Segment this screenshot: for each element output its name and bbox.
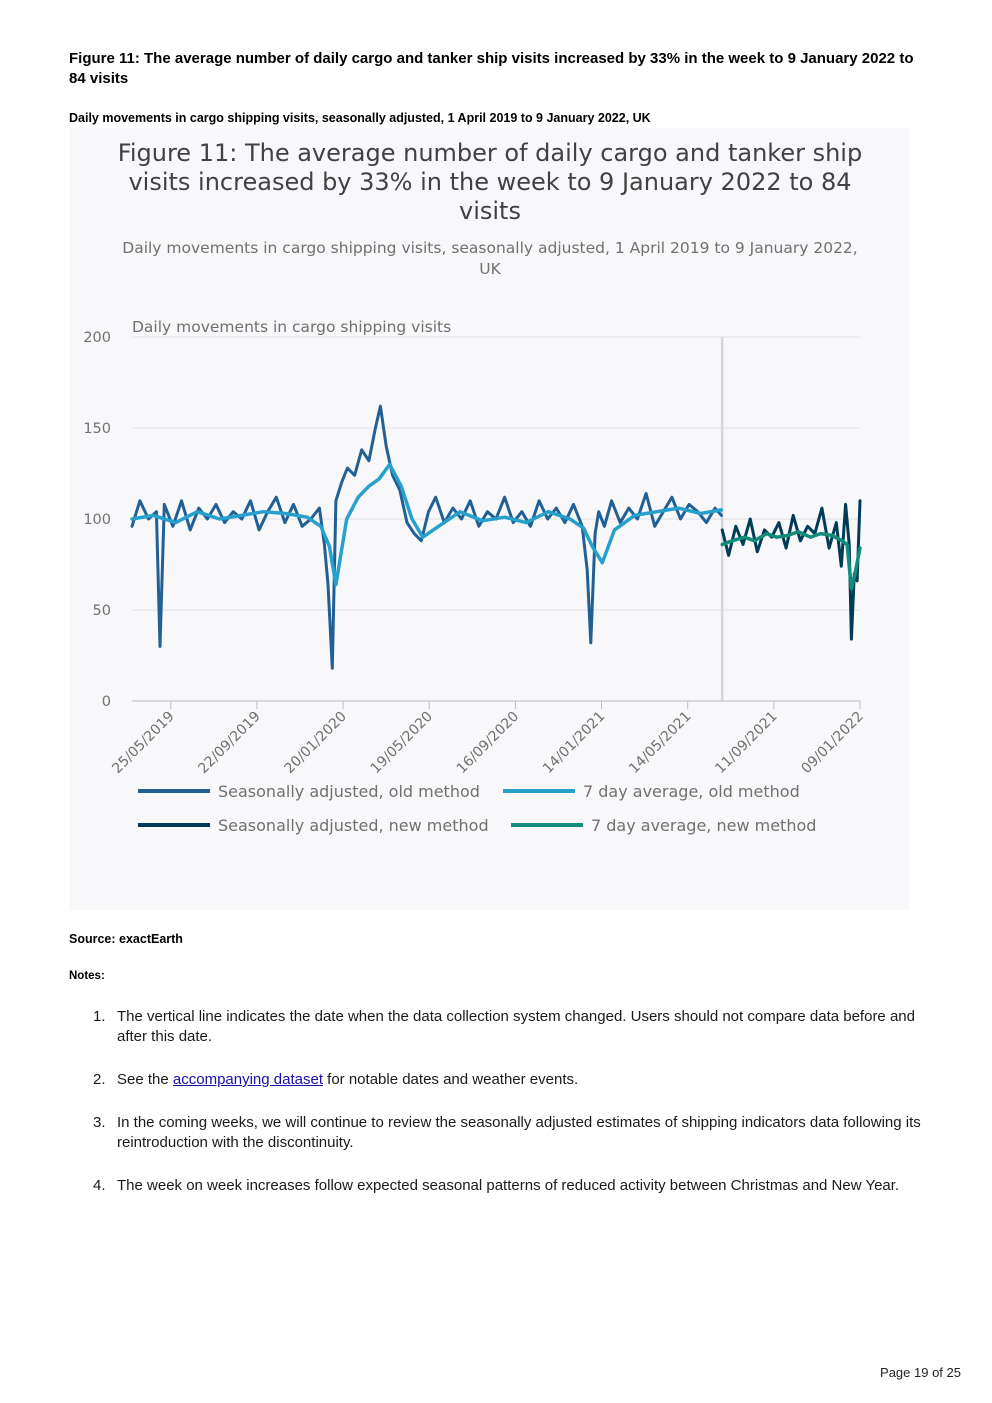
x-tick-label: 20/01/2020 xyxy=(281,708,350,777)
notes-list xyxy=(69,1007,929,1219)
x-tick-label: 14/05/2021 xyxy=(626,708,695,777)
note-item xyxy=(69,1007,929,1047)
note-item xyxy=(69,1176,929,1196)
note-text-pre: See the xyxy=(117,1071,173,1088)
x-tick-label: 19/05/2020 xyxy=(367,708,437,777)
y-tick-label: 50 xyxy=(92,603,111,619)
legend-label: 7 day average, new method xyxy=(591,816,817,835)
x-tick-label: 09/01/2022 xyxy=(798,708,867,777)
chart-subtitle-line: Daily movements in cargo shipping visits, seasonally adjusted, 1 April 2019 to 9 January 2022, xyxy=(122,239,858,257)
x-tick-label: 22/09/2019 xyxy=(195,708,264,777)
note-number: 4. xyxy=(93,1177,106,1194)
chart-subtitle-line: UK xyxy=(479,260,501,278)
x-tick-label: 16/09/2020 xyxy=(453,708,523,777)
chart-title-line: visits xyxy=(459,197,521,225)
y-axis-label: Daily movements in cargo shipping visits xyxy=(132,318,452,336)
figure-heading: Figure 11: The average number of daily cargo and tanker ship visits increased by 33% in the week to 9 January 2022 to 84 visits xyxy=(69,50,914,87)
x-tick-label: 14/01/2021 xyxy=(539,708,609,777)
series-line xyxy=(132,406,721,668)
note-text: The vertical line indicates the date when the data collection system changed. Users should not compare data before and after this date. xyxy=(117,1008,915,1045)
chart-title-line: Figure 11: The average number of daily cargo and tanker ship xyxy=(117,139,863,167)
chart-panel xyxy=(70,128,910,910)
legend-label: Seasonally adjusted, old method xyxy=(218,782,480,801)
accompanying-dataset-link[interactable]: accompanying dataset xyxy=(172,1071,323,1088)
chart-title-line: visits increased by 33% in the week to 9 January 2022 to 84 xyxy=(128,168,852,196)
x-tick-label: 11/09/2021 xyxy=(712,708,781,777)
figure-subheading: Daily movements in cargo shipping visits, seasonally adjusted, 1 April 2019 to 9 January 2022, UK xyxy=(69,111,651,125)
note-number: 3. xyxy=(93,1114,106,1131)
note-text-post: for notable dates and weather events. xyxy=(323,1071,579,1088)
chart-svg xyxy=(70,128,910,910)
note-text: In the coming weeks, we will continue to review the seasonally adjusted estimates of shipping indicators data following its reintroduction with the discontinuity. xyxy=(117,1114,921,1151)
note-text: The week on week increases follow expected seasonal patterns of reduced activity between Christmas and New Year. xyxy=(117,1177,900,1194)
notes-label: Notes: xyxy=(69,970,105,982)
y-tick-label: 100 xyxy=(83,512,111,528)
note-item xyxy=(69,1113,929,1153)
page-number: Page 19 of 25 xyxy=(880,1365,961,1380)
series-line xyxy=(722,501,860,639)
x-axis xyxy=(109,701,867,777)
source-text: Source: exactEarth xyxy=(69,932,183,946)
y-tick-label: 150 xyxy=(83,421,111,437)
y-tick-label: 0 xyxy=(101,694,111,710)
legend-label: Seasonally adjusted, new method xyxy=(218,816,489,835)
y-axis xyxy=(83,330,111,710)
note-number: 2. xyxy=(93,1071,106,1088)
note-item xyxy=(69,1070,929,1090)
series-lines xyxy=(132,406,860,668)
y-tick-label: 200 xyxy=(83,330,111,346)
note-number: 1. xyxy=(93,1008,106,1025)
legend xyxy=(138,782,816,835)
chart-title xyxy=(118,139,862,336)
legend-label: 7 day average, old method xyxy=(583,782,800,801)
x-tick-label: 25/05/2019 xyxy=(109,708,178,777)
